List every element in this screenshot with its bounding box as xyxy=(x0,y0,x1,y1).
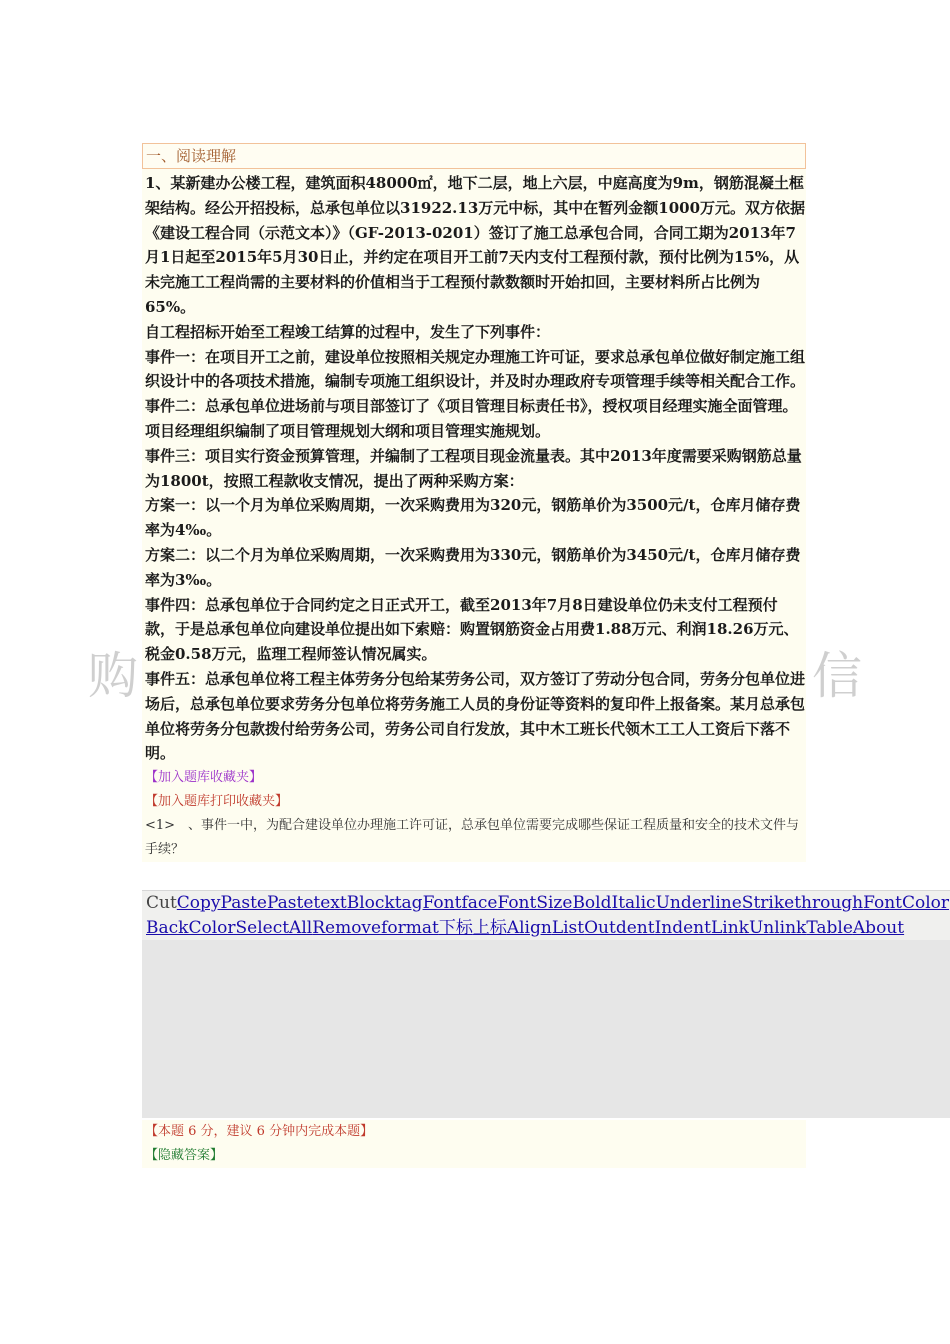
toolbar-button-19[interactable]: Indent xyxy=(654,918,711,938)
answer-editor-area[interactable] xyxy=(142,940,950,1118)
hide-answer-link[interactable]: 【隐藏答案】 xyxy=(142,1144,806,1168)
toolbar-button-22[interactable]: Table xyxy=(806,918,853,938)
question-paragraph: 事件一：在项目开工之前，建设单位按照相关规定办理施工许可证，要求总承包单位做好制定施工组织设计中的各项技术措施，编制专项施工组织设计，并及时办理政府专项管理手续等相关配合工作。 xyxy=(145,347,806,391)
toolbar-button-14[interactable]: 下标 xyxy=(438,918,473,938)
toolbar-button-23[interactable]: About xyxy=(852,918,905,938)
toolbar-cut-label[interactable]: Cut xyxy=(146,893,177,913)
toolbar-button-20[interactable]: Link xyxy=(710,918,749,938)
toolbar-button-17[interactable]: List xyxy=(551,918,585,938)
toolbar-button-0[interactable]: Copy xyxy=(176,893,221,913)
toolbar-button-13[interactable]: Removeformat xyxy=(312,918,439,938)
watermark-left: 购 xyxy=(88,647,140,705)
question-panel xyxy=(142,143,806,862)
editor-toolbar xyxy=(142,890,950,940)
question-paragraph: 自工程招标开始至工程竣工结算的过程中，发生了下列事件： xyxy=(145,322,551,341)
question-paragraph: 方案二：以二个月为单位采购周期，一次采购费用为330元，钢筋单价为3450元/t，仓库月储存费率为3‰。 xyxy=(145,545,801,589)
add-favorites-link[interactable]: 【加入题库收藏夹】 xyxy=(145,770,263,786)
question-paragraph: 事件五：总承包单位将工程主体劳务分包给某劳务公司，双方签订了劳动分包合同，劳务分包单位进场后，总承包单位要求劳务分包单位将劳务施工人员的身份证等资料的复印件上报备案。某月总承包单位将劳务分包款拨付给劳务公司，劳务公司自行发放，其中木工班长代领木工工人工资后下落不明。 xyxy=(145,669,806,763)
question-paragraph: 事件四：总承包单位于合同约定之日正式开工，截至2013年7月8日建设单位仍未支付工程预付款，于是总承包单位向建设单位提出如下索赔：购置钢筋资金占用费1.88万元、利润18.26万元、税金0.58万元，监理工程师签认情况属实。 xyxy=(145,595,799,664)
toolbar-button-18[interactable]: Outdent xyxy=(584,918,655,938)
add-print-favorites-link[interactable]: 【加入题库打印收藏夹】 xyxy=(145,794,289,810)
toolbar-button-15[interactable]: 上标 xyxy=(472,918,507,938)
question-paragraph: 事件二：总承包单位进场前与项目部签订了《项目管理目标责任书》，授权项目经理实施全面管理。项目经理组织编制了项目管理规划大纲和项目管理实施规划。 xyxy=(145,397,798,440)
toolbar-button-8[interactable]: Underline xyxy=(655,893,742,913)
section-title: 一、阅读理解 xyxy=(142,143,806,169)
toolbar-button-10[interactable]: FontColor xyxy=(863,893,950,913)
question-body xyxy=(142,169,806,766)
toolbar-button-7[interactable]: Italic xyxy=(611,893,656,913)
sub-question-text: <1> 、事件一中，为配合建设单位办理施工许可证，总承包单位需要完成哪些保证工程质量和安全的技术文件与手续？ xyxy=(145,818,800,858)
toolbar-button-4[interactable]: Fontface xyxy=(422,893,498,913)
question-paragraph: 方案一：以一个月为单位采购周期，一次采购费用为320元，钢筋单价为3500元/t，仓库月储存费率为4‰。 xyxy=(145,496,801,540)
toolbar-button-1[interactable]: Paste xyxy=(220,893,267,913)
question-paragraph: 事件三：项目实行资金预算管理，并编制了工程项目现金流量表。其中2013年度需要采购钢筋总量为1800t，按照工程款收支情况，提出了两种采购方案： xyxy=(145,446,802,490)
toolbar-button-16[interactable]: Align xyxy=(506,918,552,938)
question-paragraph: 1、某新建办公楼工程，建筑面积48000㎡，地下二层，地上六层，中庭高度为9m，钢筋混凝土框架结构。经公开招投标，总承包单位以31922.13万元中标，其中在暂列金额1000万元。双方依据《建设工程合同（示范文本）》（GF-2013-0201）签订了施工总承包合同，合同工期为2013年7月1日起至2015年5月30日止，并约定在项目开工前7天内支付工程预付款，预付比例为15%，从未完施工工程尚需的主要材料的价值相当于工程预付款数额时开始扣回，主要材料所占比例为65%。 xyxy=(145,174,806,316)
toolbar-button-5[interactable]: FontSize xyxy=(497,893,573,913)
watermark-right: 信 xyxy=(812,647,862,705)
toolbar-button-6[interactable]: Bold xyxy=(572,893,612,913)
toolbar-button-12[interactable]: SelectAll xyxy=(235,918,313,938)
toolbar-button-9[interactable]: Strikethrough xyxy=(741,893,864,913)
toolbar-button-2[interactable]: Pastetext xyxy=(266,893,347,913)
toolbar-button-11[interactable]: BackColor xyxy=(146,918,236,938)
toolbar-button-21[interactable]: Unlink xyxy=(748,918,807,938)
score-hint: 【本题 6 分，建议 6 分钟内完成本题】 xyxy=(142,1120,806,1144)
toolbar-button-3[interactable]: Blocktag xyxy=(346,893,423,913)
